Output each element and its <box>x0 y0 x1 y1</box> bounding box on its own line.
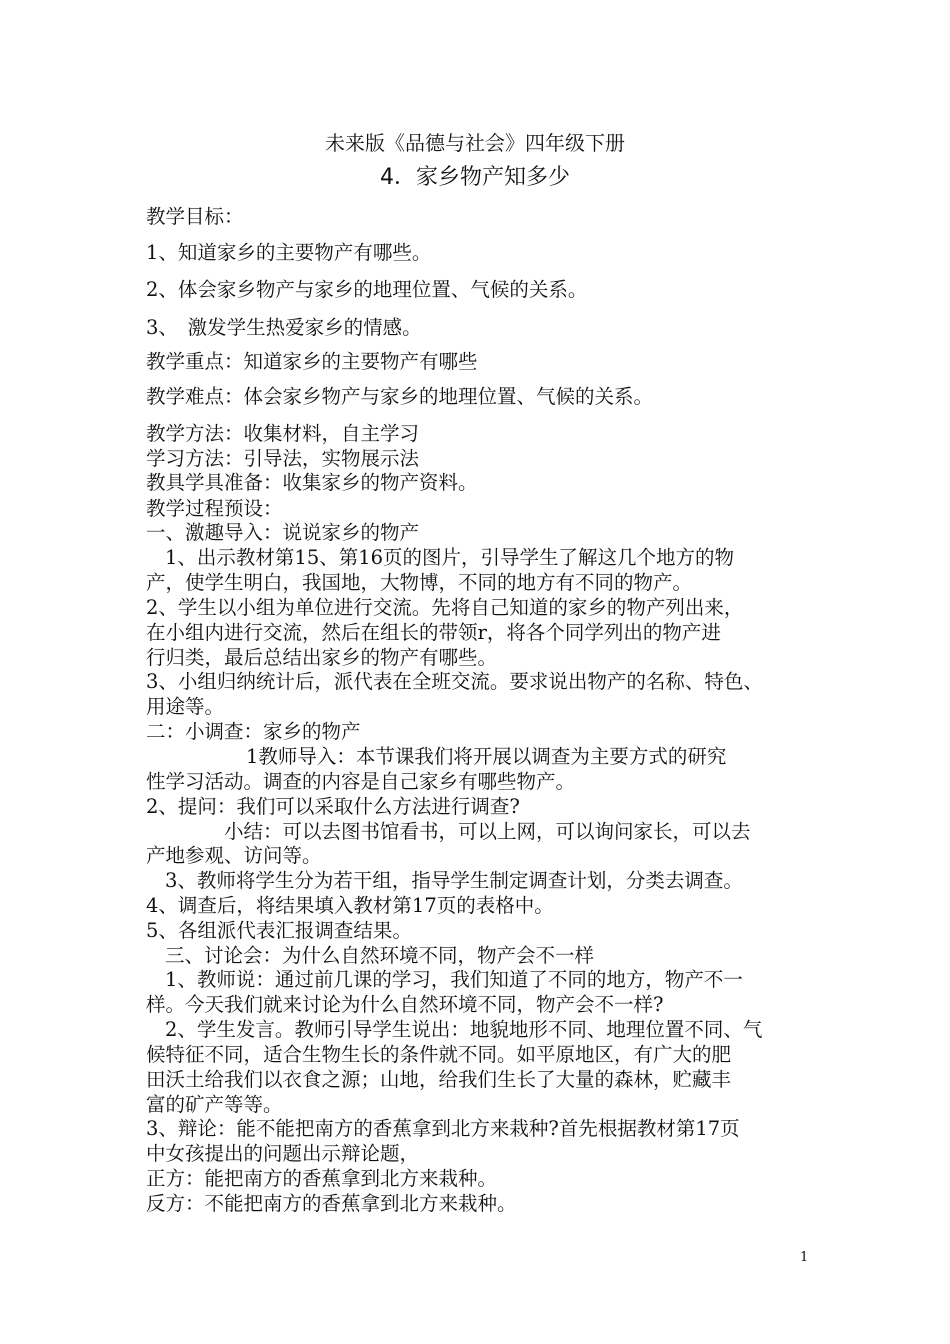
section-3-para-2-line-4: 富的矿产等等。 <box>146 1093 283 1116</box>
section-2-para-5: 5、各组派代表汇报调查结果。 <box>146 919 412 942</box>
difficulty-line <box>146 381 653 409</box>
prep-text: 收集家乡的物产资料。 <box>282 471 478 494</box>
difficulty-text: 体会家乡物产与家乡的地理位置、气候的关系。 <box>243 385 654 408</box>
section-2-para-3: 3、教师将学生分为若干组，指导学生制定调查计划，分类去调查。 <box>165 869 743 892</box>
process-heading: 教学过程预设： <box>146 497 283 520</box>
lesson-title: 4．家乡物产知多少 <box>380 165 570 190</box>
page-number: 1 <box>800 1250 809 1265</box>
key-point-line <box>146 346 478 374</box>
document-supertitle: 未来版《品德与社会》四年级下册 <box>325 131 625 155</box>
section-2-heading: 二：小调查：家乡的物产 <box>146 720 361 743</box>
section-3-heading: 三、讨论会：为什么自然环境不同，物产会不一样 <box>165 944 595 967</box>
section-1-heading: 一、激趣导入：说说家乡的物产 <box>146 521 420 544</box>
section-3-para-1-line-1: 1、教师说：通过前几课的学习，我们知道了不同的地方，物产不一 <box>165 968 743 991</box>
section-1-para-2-line-1: 2、学生以小组为单位进行交流。先将自己知道的家乡的物产列出来， <box>146 596 744 619</box>
key-point-label: 教学重点： <box>146 350 244 373</box>
section-1-para-2-line-2: 在小组内进行交流，然后在组长的带领r，将各个同学列出的物产进 <box>146 621 721 644</box>
section-2-summary-line-1: 小结：可以去图书馆看书，可以上网，可以询问家长，可以去 <box>224 820 751 843</box>
section-3-para-1-line-2: 样。今天我们就来讨论为什么自然环境不同，物产会不一样? <box>146 993 664 1016</box>
section-3-para-3-line-2: 中女孩提出的问题出示辩论题， <box>146 1142 420 1165</box>
section-1-para-3-line-2: 用途等。 <box>146 695 225 718</box>
debate-pro-side: 正方：能把南方的香蕉拿到北方来栽种。 <box>146 1167 498 1190</box>
section-2-para-1-line-1: 1教师导入：本节课我们将开展以调查为主要方式的研究 <box>246 745 727 768</box>
difficulty-label: 教学难点： <box>146 385 244 408</box>
objectives-heading: 教学目标： <box>146 205 244 228</box>
debate-con-side: 反方：不能把南方的香蕉拿到北方来栽种。 <box>146 1192 517 1215</box>
section-1-para-2-line-3: 行归类，最后总结出家乡的物产有哪些。 <box>146 646 498 669</box>
section-1-para-1-line-2: 产，使学生明白，我国地，大物博，不同的地方有不同的物产。 <box>146 571 693 594</box>
section-3-para-2-line-1: 2、学生发言。教师引导学生说出：地貌地形不同、地理位置不同、气 <box>165 1018 763 1041</box>
learning-method: 学习方法：引导法，实物展示法 <box>146 447 420 470</box>
objective-1: 1、知道家乡的主要物产有哪些。 <box>146 241 432 264</box>
prep-line <box>146 467 478 495</box>
section-2-para-2: 2、提问：我们可以采取什么方法进行调查? <box>146 795 520 818</box>
objective-3: 3、 激发学生热爱家乡的情感。 <box>146 316 422 339</box>
teaching-method: 教学方法：收集材料，自主学习 <box>146 422 420 445</box>
section-3-para-2-line-2: 候特征不同，适合生物生长的条件就不同。如平原地区，有广大的肥 <box>146 1043 732 1066</box>
section-1-para-1-line-1: 1、出示教材第15、第16页的图片，引导学生了解这几个地方的物 <box>165 546 735 569</box>
section-2-summary-line-2: 产地参观、访问等。 <box>146 844 322 867</box>
prep-label: 教具学具准备： <box>146 471 283 494</box>
objective-2: 2、体会家乡物产与家乡的地理位置、气候的关系。 <box>146 278 588 301</box>
section-2-para-4: 4、调查后，将结果填入教材第17页的表格中。 <box>146 894 554 917</box>
section-1-para-3-line-1: 3、小组归纳统计后，派代表在全班交流。要求说出物产的名称、特色、 <box>146 670 763 693</box>
key-point-text: 知道家乡的主要物产有哪些 <box>243 350 478 373</box>
section-3-para-2-line-3: 田沃土给我们以衣食之源；山地，给我们生长了大量的森林，贮藏丰 <box>146 1068 732 1091</box>
section-2-para-1-line-2: 性学习活动。调查的内容是自己家乡有哪些物产。 <box>146 770 576 793</box>
section-3-para-3-line-1: 3、辩论：能不能把南方的香蕉拿到北方来栽种?首先根据教材第17页 <box>146 1117 740 1140</box>
